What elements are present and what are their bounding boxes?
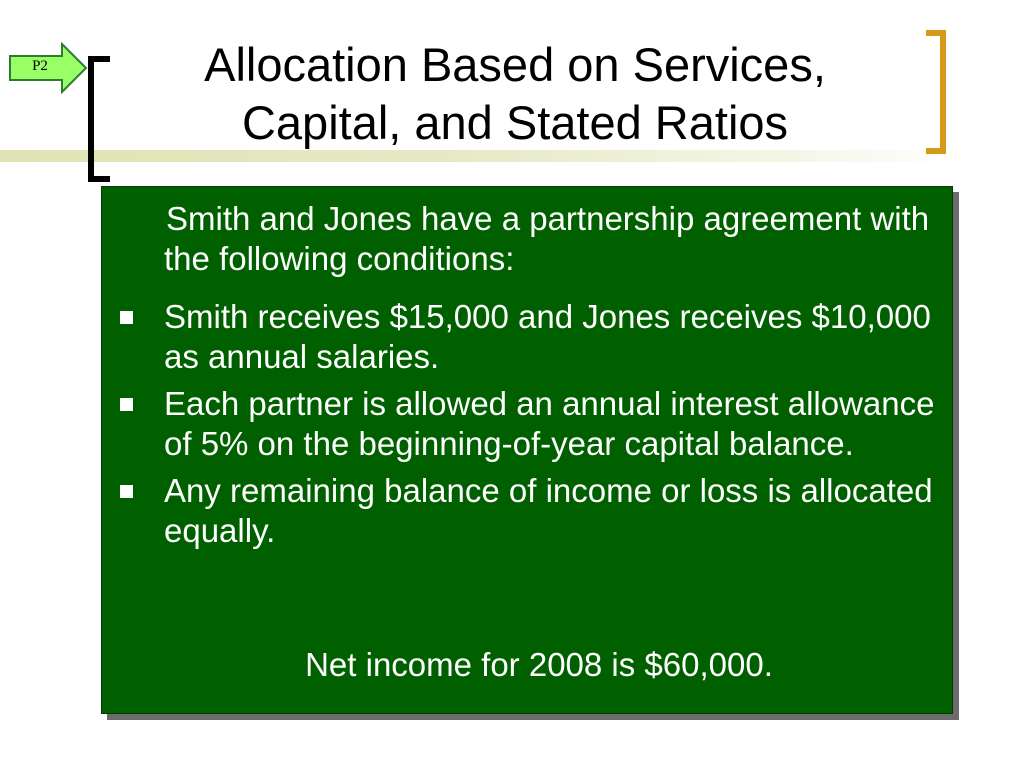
title-line-2: Capital, and Stated Ratios [241, 96, 789, 149]
conditions-list [102, 297, 954, 558]
list-item-text: Any remaining balance of income or loss is allocated equally. [164, 472, 933, 549]
slide-title [110, 36, 920, 152]
list-item [102, 471, 954, 551]
intro-text: Smith and Jones have a partnership agreement with the following conditions: [164, 200, 930, 277]
list-item-text: Smith receives $15,000 and Jones receives $10,000 as annual salaries. [164, 298, 931, 375]
nav-label: P2 [32, 58, 48, 74]
net-income-statement: Net income for 2008 is $60,000. [305, 646, 773, 683]
title-line-1: Allocation Based on Services, [204, 38, 826, 91]
list-item [102, 297, 954, 377]
square-bullet-icon [120, 311, 133, 324]
left-bracket-decoration [88, 56, 110, 182]
content-panel [101, 186, 953, 714]
square-bullet-icon [120, 485, 133, 498]
square-bullet-icon [120, 398, 133, 411]
right-bracket-decoration [926, 30, 946, 154]
list-item [102, 384, 954, 464]
list-item-text: Each partner is allowed an annual interest allowance of 5% on the beginning-of-year capital balance. [164, 385, 935, 462]
